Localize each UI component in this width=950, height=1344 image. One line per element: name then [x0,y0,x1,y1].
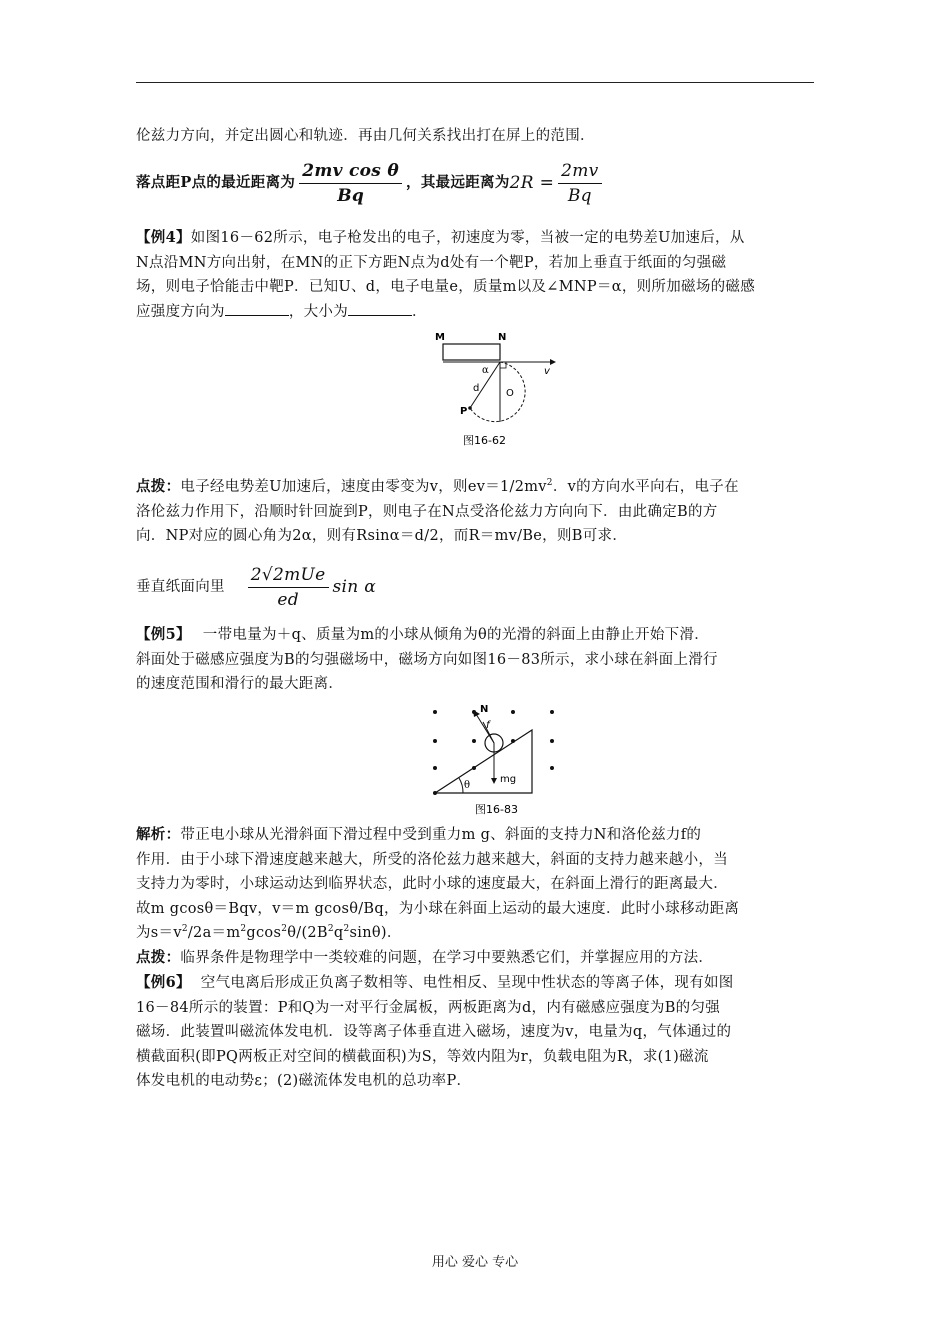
label-v: v [544,366,550,377]
hint-text: 洛伦兹力作用下，沿顺时针回旋到P，则电子在N点受洛伦兹力方向向下．由此确定B的方 [136,503,718,520]
example-text: 场，则电子恰能击中靶P．已知U、d，电子电量e，质量m以及∠MNP＝α，则所加磁场的磁感 [136,279,756,295]
incline [435,730,532,793]
superscript: 2 [240,924,247,935]
figure-caption: 图16-83 [475,803,518,816]
solution-label: 解析： [136,826,181,843]
fraction-farthest [558,161,601,206]
example-4 [136,226,816,324]
field-dot [550,739,554,743]
label-theta: θ [464,780,471,791]
label-f: f [486,720,490,731]
label-mg: mg [500,774,517,785]
example-text: 一带电量为＋q、质量为m的小球从倾角为θ的光滑的斜面上由静止开始下滑． [202,627,710,643]
velocity-arrow [550,359,556,365]
solution-text: 作用．由于小球下滑速度越来越大，所受的洛伦兹力越来越大，斜面的支持力越来越小，当 [136,851,728,868]
solution-text: 支持力为零时，小球运动达到临界状态，此时小球的速度最大，在斜面上滑行的距离最大． [136,876,728,892]
example-label: 【例4】 [136,229,191,246]
example-text: 如图16－62所示，电子枪发出的电子，初速度为零，当被一定的电势差U加速后，从 [190,230,745,246]
answer-1 [136,158,816,210]
fraction-denominator: Bq [567,185,592,206]
hint-text: 电子经电势差U加速后，速度由零变为v，则ev＝1/2mv [180,479,547,495]
answer-blank [225,301,289,316]
example-text: 磁场．此装置叫磁流体发电机．设等离子体垂直进入磁场，速度为v，电量为q，气体通过的 [136,1024,732,1040]
figure-caption: 图16-62 [463,434,506,447]
text-line: 伦兹力方向，并定出圆心和轨迹．再由几何关系找出打在屏上的范围． [136,128,595,144]
example-text: ． [412,303,427,320]
field-dot [433,766,437,770]
field-dot [433,739,437,743]
answer-4 [136,562,816,614]
text-part: θ/(2B [287,925,328,941]
example-label: 【例5】 [136,626,191,643]
label-alpha: α [482,365,489,376]
answer-blank [348,301,412,316]
field-dot [433,710,437,714]
angle-arc [459,778,463,793]
example-6 [136,971,816,1094]
solution-text: 带正电小球从光滑斜面下滑过程中受到重力m g、斜面的支持力N和洛伦兹力f的 [180,827,702,843]
force-N-arrow [473,710,480,717]
example-text: 16－84所示的装置：P和Q为一对平行金属板，两板距离为d，内有磁感应强度为B的匀强 [136,999,721,1016]
figure-16-83 [420,700,570,820]
field-dot [550,710,554,714]
force-mg-arrow [491,778,497,784]
superscript: 2 [546,478,553,489]
example-5 [136,623,816,697]
superscript: 2 [181,924,188,935]
hint-label: 点拨： [136,948,181,966]
fraction-numerator: 2mv cos θ [299,161,402,184]
example-text: ，大小为 [288,303,349,320]
answer-4-prefix: 垂直纸面向里 [136,579,225,595]
example-label: 【例6】 [136,974,191,991]
text-part: gcos [246,925,282,941]
hint-text: ．v的方向水平向右，电子在 [552,479,739,495]
solution-5 [136,823,816,970]
example-text: 空气电离后形成正负离子数相等、电性相反、呈现中性状态的等离子体，现有如图 [200,975,734,991]
superscript: 2 [327,924,334,935]
figure-16-62 [428,326,558,451]
example-text: N点沿MN方向出射，在MN的正下方距N点为d处有一个靶P，若加上垂直于纸面的匀强磁 [136,254,727,271]
hint-text: 向．NP对应的圆心角为2α，则有Rsinα＝d/2，而R＝mv/Be，则B可求． [136,528,628,544]
fraction-numerator: 2√2mUe [248,565,329,588]
target-P [468,406,472,410]
label-M: M [435,332,445,343]
superscript: 2 [281,924,288,935]
field-dot [472,739,476,743]
page-footer: 用心 爱心 专心 [431,1255,519,1270]
hint-label: 点拨： [136,478,181,495]
formula-sin-alpha: sin α [332,577,377,597]
text-part: sinθ)． [349,925,402,941]
label-P: P [460,406,468,417]
example-text: 体发电机的电动势ε；(2)磁流体发电机的总功率P． [136,1073,472,1089]
example-text: 横截面积(即PQ两板正对空间的横截面积)为S，等效内阻为r，负载电阻为R，求(1)磁流 [136,1048,709,1065]
text-part: q [333,925,344,941]
answer-1-prefix: 落点距P点的最近距离为 [136,174,296,191]
example-text: 的速度范围和滑行的最大距离． [136,676,344,692]
fraction-denominator: ed [277,589,299,610]
label-N: N [480,704,489,715]
header-rule [136,82,814,83]
field-dot [550,766,554,770]
superscript: 2 [343,924,350,935]
example-text: 斜面处于磁感应强度为B的匀强磁场中，磁场方向如图16－83所示，求小球在斜面上滑行 [136,651,718,668]
solution-formula-line [136,921,816,946]
hint-text: 临界条件是物理学中一类较难的问题，在学习中要熟悉它们，并掌握应用的方法． [180,949,714,966]
label-N: N [498,332,507,343]
label-O: O [506,388,514,399]
fraction-nearest [299,161,402,206]
fraction-denominator: Bq [337,185,365,206]
text-part: 为s＝v [136,925,182,941]
field-dot [511,710,515,714]
example-text: 应强度方向为 [136,303,225,320]
label-d: d [473,383,480,394]
text-part: /2a＝m [187,925,241,941]
answer-1-middle: ，其最远距离为 [406,174,510,191]
hint-4 [136,475,816,549]
electron-gun [443,344,500,360]
fraction-numerator: 2mv [558,161,601,184]
formula-2R: 2R = [509,173,555,193]
solution-text: 故m gcosθ＝Bqv，v＝m gcosθ/Bq，为小球在斜面上运动的最大速度．此时小球移动距离 [136,900,740,917]
fraction-B [248,565,329,610]
